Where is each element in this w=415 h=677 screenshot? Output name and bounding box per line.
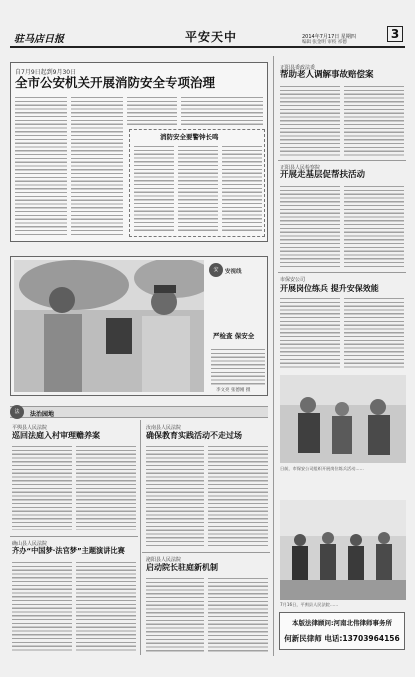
right-story-3-body-b <box>344 298 404 370</box>
inspection-photo <box>14 260 204 392</box>
right-story-1-body-b <box>344 86 404 156</box>
section-title: 平安天中 <box>185 30 238 44</box>
top-story-box <box>10 62 268 242</box>
lower-c-body-1 <box>12 562 72 652</box>
sidebar-box <box>129 129 265 237</box>
lower-b-body-2 <box>208 446 268 546</box>
editor-line: 编辑 张金明 审校 祁德 <box>302 40 347 45</box>
sidebar-body-3 <box>222 146 262 232</box>
divider <box>10 536 138 537</box>
top-story-body-col-3 <box>127 97 177 125</box>
lower-a-headline: 巡回法庭入村审理赡养案 <box>12 431 100 440</box>
lower-a-body-2 <box>76 446 136 530</box>
security-training-photo <box>280 375 406 463</box>
right-story-2-kicker: 正阳县人民检察院 <box>280 165 321 171</box>
ad-line-1: 本版法律顾问:河南北伟律师事务所 <box>291 619 393 627</box>
lower-d-headline: 启动院长驻庭新机制 <box>146 563 218 572</box>
issue-date: 2014年7月17日 星期四 <box>302 34 356 40</box>
court-event-photo <box>280 500 406 600</box>
right-story-2-body-b <box>344 186 404 268</box>
sidebar-body-1 <box>134 146 174 232</box>
right-story-2-headline: 开展走基层促帮扶活动 <box>280 170 366 180</box>
lower-d-kicker: 泌阳县人民法院 <box>146 557 182 563</box>
section-band <box>10 406 268 418</box>
lower-d-body-2 <box>208 578 268 652</box>
lower-b-body-1 <box>146 446 204 546</box>
law-logo-icon: 法 <box>10 405 24 419</box>
right-story-1-headline: 帮助老人调解事故赔偿案 <box>280 70 374 80</box>
lower-a-kicker: 平舆县人民法院 <box>12 425 48 431</box>
top-story-body-col-4 <box>181 97 263 125</box>
lower-b-headline: 确保教育实践活动不走过场 <box>146 431 242 440</box>
section-band-label: 法治园地 <box>30 411 55 418</box>
top-story-body-col-2 <box>71 97 123 237</box>
right-story-3-kicker: 市保安公司 <box>280 277 306 283</box>
top-story-headline: 全市公安机关开展消防安全专项治理 <box>15 75 216 90</box>
paper-name: 驻马店日报 <box>14 34 64 45</box>
divider <box>278 272 406 273</box>
section-logo-icon: 安 <box>209 263 223 277</box>
sidebar-body-2 <box>178 146 218 232</box>
sidebar-title: 消防安全要警钟长鸣 <box>160 133 219 141</box>
feature-photo-box <box>10 256 268 396</box>
masthead <box>10 28 405 48</box>
feature-caption-text <box>211 349 265 385</box>
top-story-body-col-1 <box>15 97 67 237</box>
right-story-3-headline: 开展岗位练兵 提升安保效能 <box>280 284 379 293</box>
column-divider <box>273 56 274 656</box>
lower-c-body-2 <box>76 562 136 652</box>
lower-c-headline: 齐办“中国梦·法官梦”主题演讲比赛 <box>12 546 125 555</box>
feature-byline: 李文亮 张德刚 摄 <box>216 388 251 393</box>
court-photo-caption: 7月16日，平舆县人民法院…… <box>280 602 339 607</box>
top-story-kicker: 自7月9日起到9月30日 <box>15 69 77 76</box>
page-number: 3 <box>387 26 403 42</box>
feature-label: 安视线 <box>225 269 242 275</box>
right-story-1-kicker: 正阳县委政法委 <box>280 65 316 71</box>
right-story-3-body-a <box>280 298 340 370</box>
legal-advisor-ad <box>279 612 405 650</box>
lower-b-kicker: 汝南县人民法院 <box>146 425 182 431</box>
lower-divider <box>140 420 141 655</box>
divider <box>278 160 406 161</box>
lower-d-body-1 <box>146 578 204 652</box>
ad-line-2: 何新民律师 电话:13703964156 <box>284 634 400 643</box>
divider <box>142 552 270 553</box>
feature-slogan: 严检查 保安全 <box>213 332 255 340</box>
right-story-1-body-a <box>280 86 340 156</box>
security-photo-caption: 日前，市保安公司组织开展岗位练兵活动…… <box>280 466 364 471</box>
right-story-2-body-a <box>280 186 340 268</box>
lower-a-body-1 <box>12 446 72 530</box>
lower-c-kicker: 确山县人民法院 <box>12 541 48 547</box>
